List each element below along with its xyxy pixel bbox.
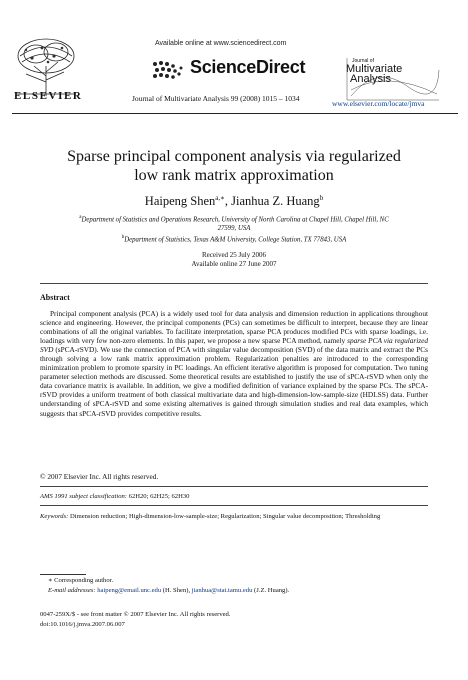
affiliation-a-line-2: 27599, USA (217, 224, 251, 232)
keywords-top-rule (40, 505, 428, 506)
abstract-text-part-1: Principal component analysis (PCA) is a widely used tool for data analysis and dimension reduction in applications throughout science and engineering. However, the principal components (PCs) can sometimes be difficult to interpret, because they are linear combinations of all the original variables. To facilitate interpretation, sparse PCA produces modified PCs with sparse loadings, i.e. loadings with very few non-zero elements. In this paper, we propose a new sparse PCA method, namely (40, 309, 428, 346)
author-1-marks: a,∗ (215, 194, 225, 202)
affiliation-a (20, 214, 448, 233)
received-date: Received 25 July 2006 (202, 251, 266, 259)
ams-classification (40, 493, 189, 500)
ams-value: 62H20; 62H25; 62H30 (127, 493, 190, 500)
issn-line: 0047-259X/$ - see front matter © 2007 Elsevier Inc. All rights reserved. (40, 611, 231, 618)
keywords (40, 512, 428, 521)
abstract-bottom-rule (40, 486, 428, 487)
cover-title-line-2: Analysis (350, 73, 391, 85)
corresponding-author-note: ∗ Corresponding author. (48, 577, 114, 584)
article-title (0, 147, 468, 185)
abstract-method-name: sparse PCA via regularized SVD (40, 336, 429, 355)
author-list (0, 194, 468, 209)
affiliation-a-mark: a (79, 215, 82, 220)
affiliation-a-line-1: Department of Statistics and Operations Research, University of North Carolina at Chapel Hill, Chapel Hill, NC (81, 216, 389, 224)
abstract-body (40, 309, 428, 418)
footnote-rule (40, 574, 86, 575)
email-link-huang[interactable]: jianhua@stat.tamu.edu (191, 587, 253, 594)
email-owner-huang: (J.Z. Huang). (252, 587, 290, 594)
affiliation-b-mark: b (121, 235, 125, 240)
abstract-text-part-2: (sPCA-rSVD). We use the connection of PCA with singular value decomposition (SVD) of the data matrix and extract the PCs through solving a low rank matrix approximation problem. Regularization penalties are introduced to the corresponding minimization problem to promote sparsity in PC loadings. An efficient iterative algorithm is proposed for computation. Two tuning parameter selection methods are discussed. Some theoretical results are established to justify the use of sPCA-rSVD when only the data covariance matrix is available. In addition, we give a modified definition of variance explained by the sparse PCs. The sPCA-rSVD provides a uniform treatment of both classical multivariate data and high-dimension-low-sample-size (HDLSS) data. Further understanding of sPCA-rSVD and some existing alternatives is gained through simulation studies and real data examples, which suggests that sPCA-rSVD provides competitive results. (40, 345, 428, 418)
abstract-copyright: © 2007 Elsevier Inc. All rights reserved. (40, 472, 159, 481)
cover-title-line-1: Multivariate (346, 63, 403, 75)
title-line-1: Sparse principal component analysis via regularized (67, 148, 401, 165)
sciencedirect-dots-icon (151, 60, 191, 82)
cover-journal-of: Journal of (352, 58, 374, 64)
author-2-marks: b (319, 194, 324, 202)
affiliation-b-text: Department of Statistics, Texas A&M University, College Station, TX 77843, USA (124, 236, 347, 244)
title-line-2: low rank matrix approximation (134, 167, 334, 184)
ams-label: AMS 1991 subject classification: (40, 493, 127, 500)
front-matter-info (40, 610, 231, 629)
cover-journal-title (346, 64, 402, 84)
abstract-top-rule (40, 283, 428, 284)
sciencedirect-brand: ScienceDirect (190, 57, 306, 77)
keywords-label: Keywords: (40, 513, 69, 520)
keywords-value: Dimension reduction; High-dimension-low-sample-size; Regularization; Singular value decomposition; Thresholding (68, 513, 381, 520)
abstract-heading: Abstract (40, 293, 70, 302)
author-2: , Jianhua Z. Huang (224, 194, 320, 209)
email-owner-shen: (H. Shen), (161, 587, 192, 594)
journal-citation: Journal of Multivariate Analysis 99 (2008) 1015 – 1034 (132, 94, 300, 103)
doi-line: doi:10.1016/j.jmva.2007.06.007 (40, 620, 125, 628)
email-addresses (40, 587, 289, 596)
journal-url-link[interactable]: www.elsevier.com/locate/jmva (332, 99, 425, 108)
header-divider (12, 113, 458, 114)
available-online-text: Available online at www.sciencedirect.com (155, 40, 287, 47)
publisher-name: ELSEVIER (14, 90, 83, 102)
available-date: Available online 27 June 2007 (191, 260, 277, 268)
author-1: Haipeng Shen (144, 194, 216, 209)
email-label: E-mail addresses: (48, 587, 96, 594)
affiliation-b (20, 234, 448, 245)
email-link-shen[interactable]: haipeng@email.unc.edu (97, 587, 162, 594)
